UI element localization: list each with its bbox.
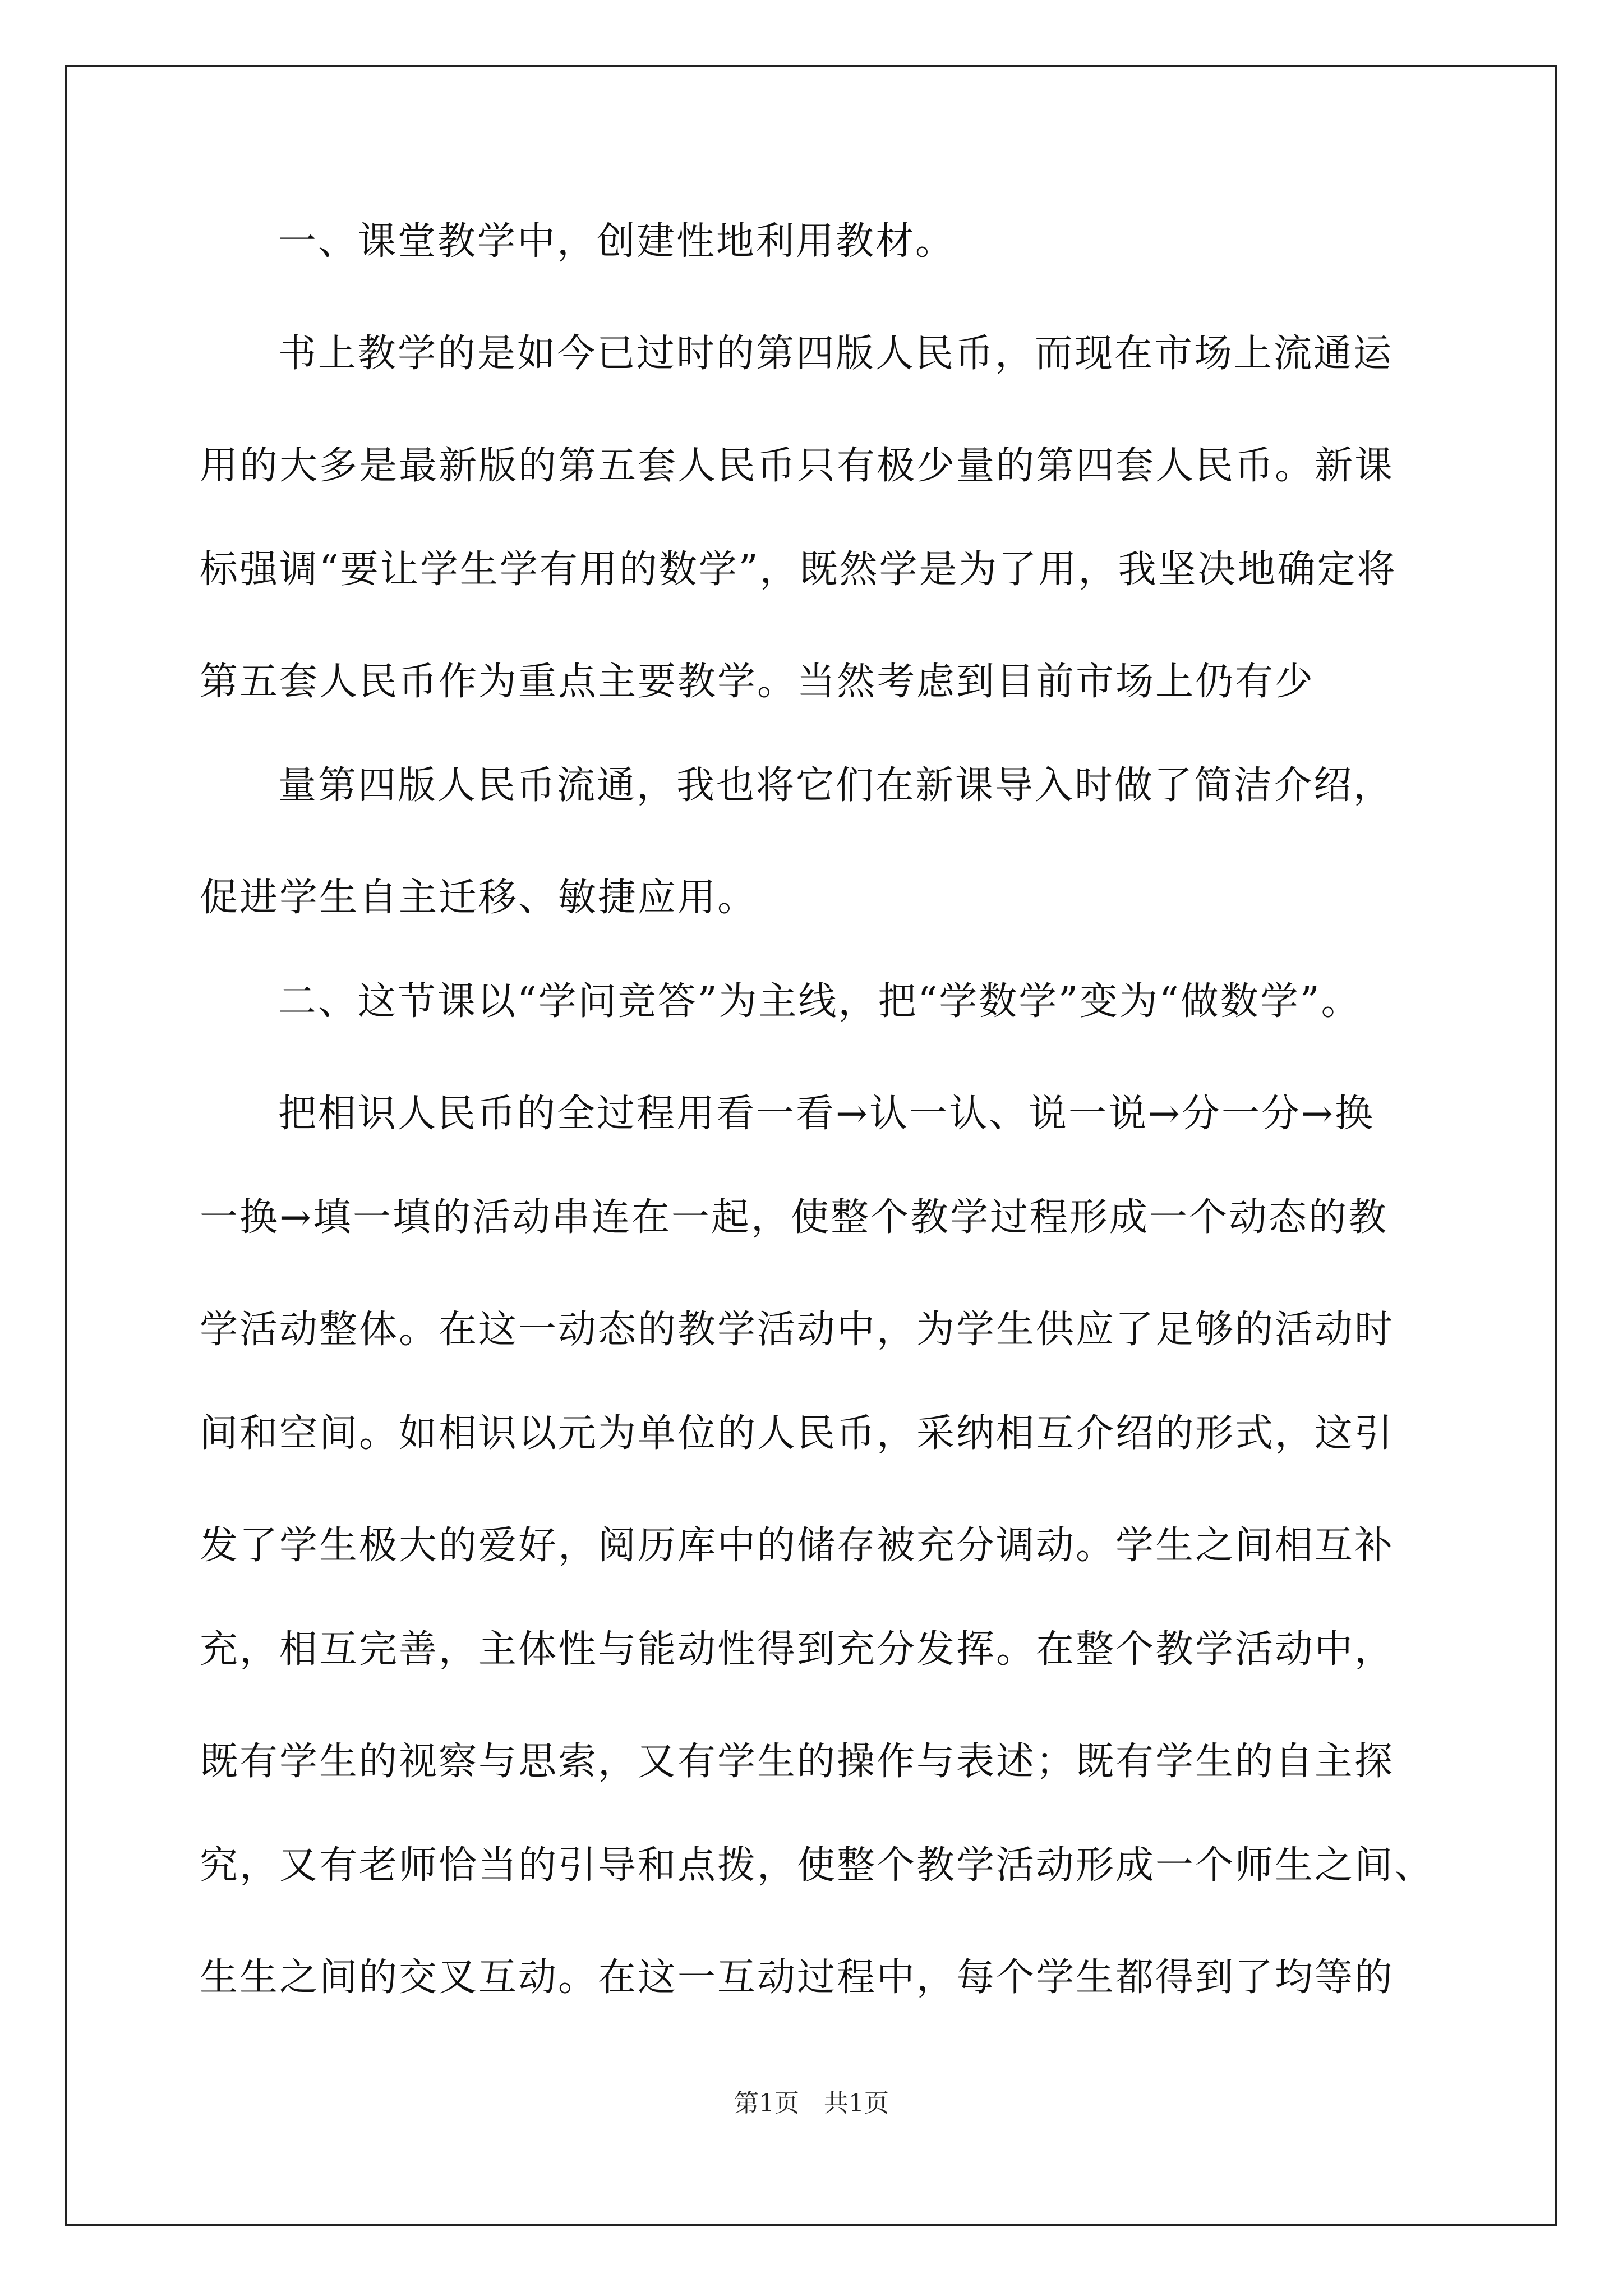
paragraph-line: 间和空间。如相识以元为单位的人民币，采纳相互介绍的形式，这引: [200, 1411, 1395, 1456]
page-number: 第1页 共1页: [734, 2089, 889, 2118]
paragraph-line: 究，又有老师恰当的引导和点拨，使整个教学活动形成一个师生之间、: [200, 1843, 1435, 1888]
paragraph-line: 充，相互完善，主体性与能动性得到充分发挥。在整个教学活动中，: [200, 1627, 1395, 1672]
paragraph-line: 既有学生的视察与思索，又有学生的操作与表述；既有学生的自主探: [200, 1740, 1395, 1784]
section-heading: 二、这节课以“学问竞答”为主线，把“学数学”变为“做数学”。: [278, 979, 1361, 1024]
paragraph-line: 书上教学的是如今已过时的第四版人民币，而现在市场上流通运: [278, 332, 1394, 376]
paragraph-line: 把相识人民币的全过程用看一看→认一认、说一说→分一分→换: [278, 1092, 1375, 1136]
paragraph-line: 生生之间的交叉互动。在这一互动过程中，每个学生都得到了均等的: [200, 1955, 1395, 2000]
paragraph-line: 学活动整体。在这一动态的教学活动中，为学生供应了足够的活动时: [200, 1308, 1395, 1352]
paragraph-line: 第五套人民币作为重点主要教学。当然考虑到目前市场上仍有少: [200, 660, 1315, 704]
paragraph-line: 标强调“要让学生学有用的数学”，既然学是为了用，我坚决地确定将: [200, 547, 1397, 592]
paragraph-line: 量第四版人民币流通，我也将它们在新课导入时做了简洁介绍，: [278, 763, 1394, 808]
page-border: [65, 65, 1557, 2226]
paragraph-line: 促进学生自主迁移、敏捷应用。: [200, 876, 758, 920]
paragraph-line: 一换→填一填的活动串连在一起，使整个教学过程形成一个动态的教: [200, 1195, 1388, 1240]
paragraph-line: 用的大多是最新版的第五套人民币只有极少量的第四套人民币。新课: [200, 444, 1395, 488]
section-heading: 一、课堂教学中，创建性地利用教材。: [278, 219, 956, 264]
paragraph-line: 发了学生极大的爱好，阅历库中的储存被充分调动。学生之间相互补: [200, 1524, 1395, 1568]
